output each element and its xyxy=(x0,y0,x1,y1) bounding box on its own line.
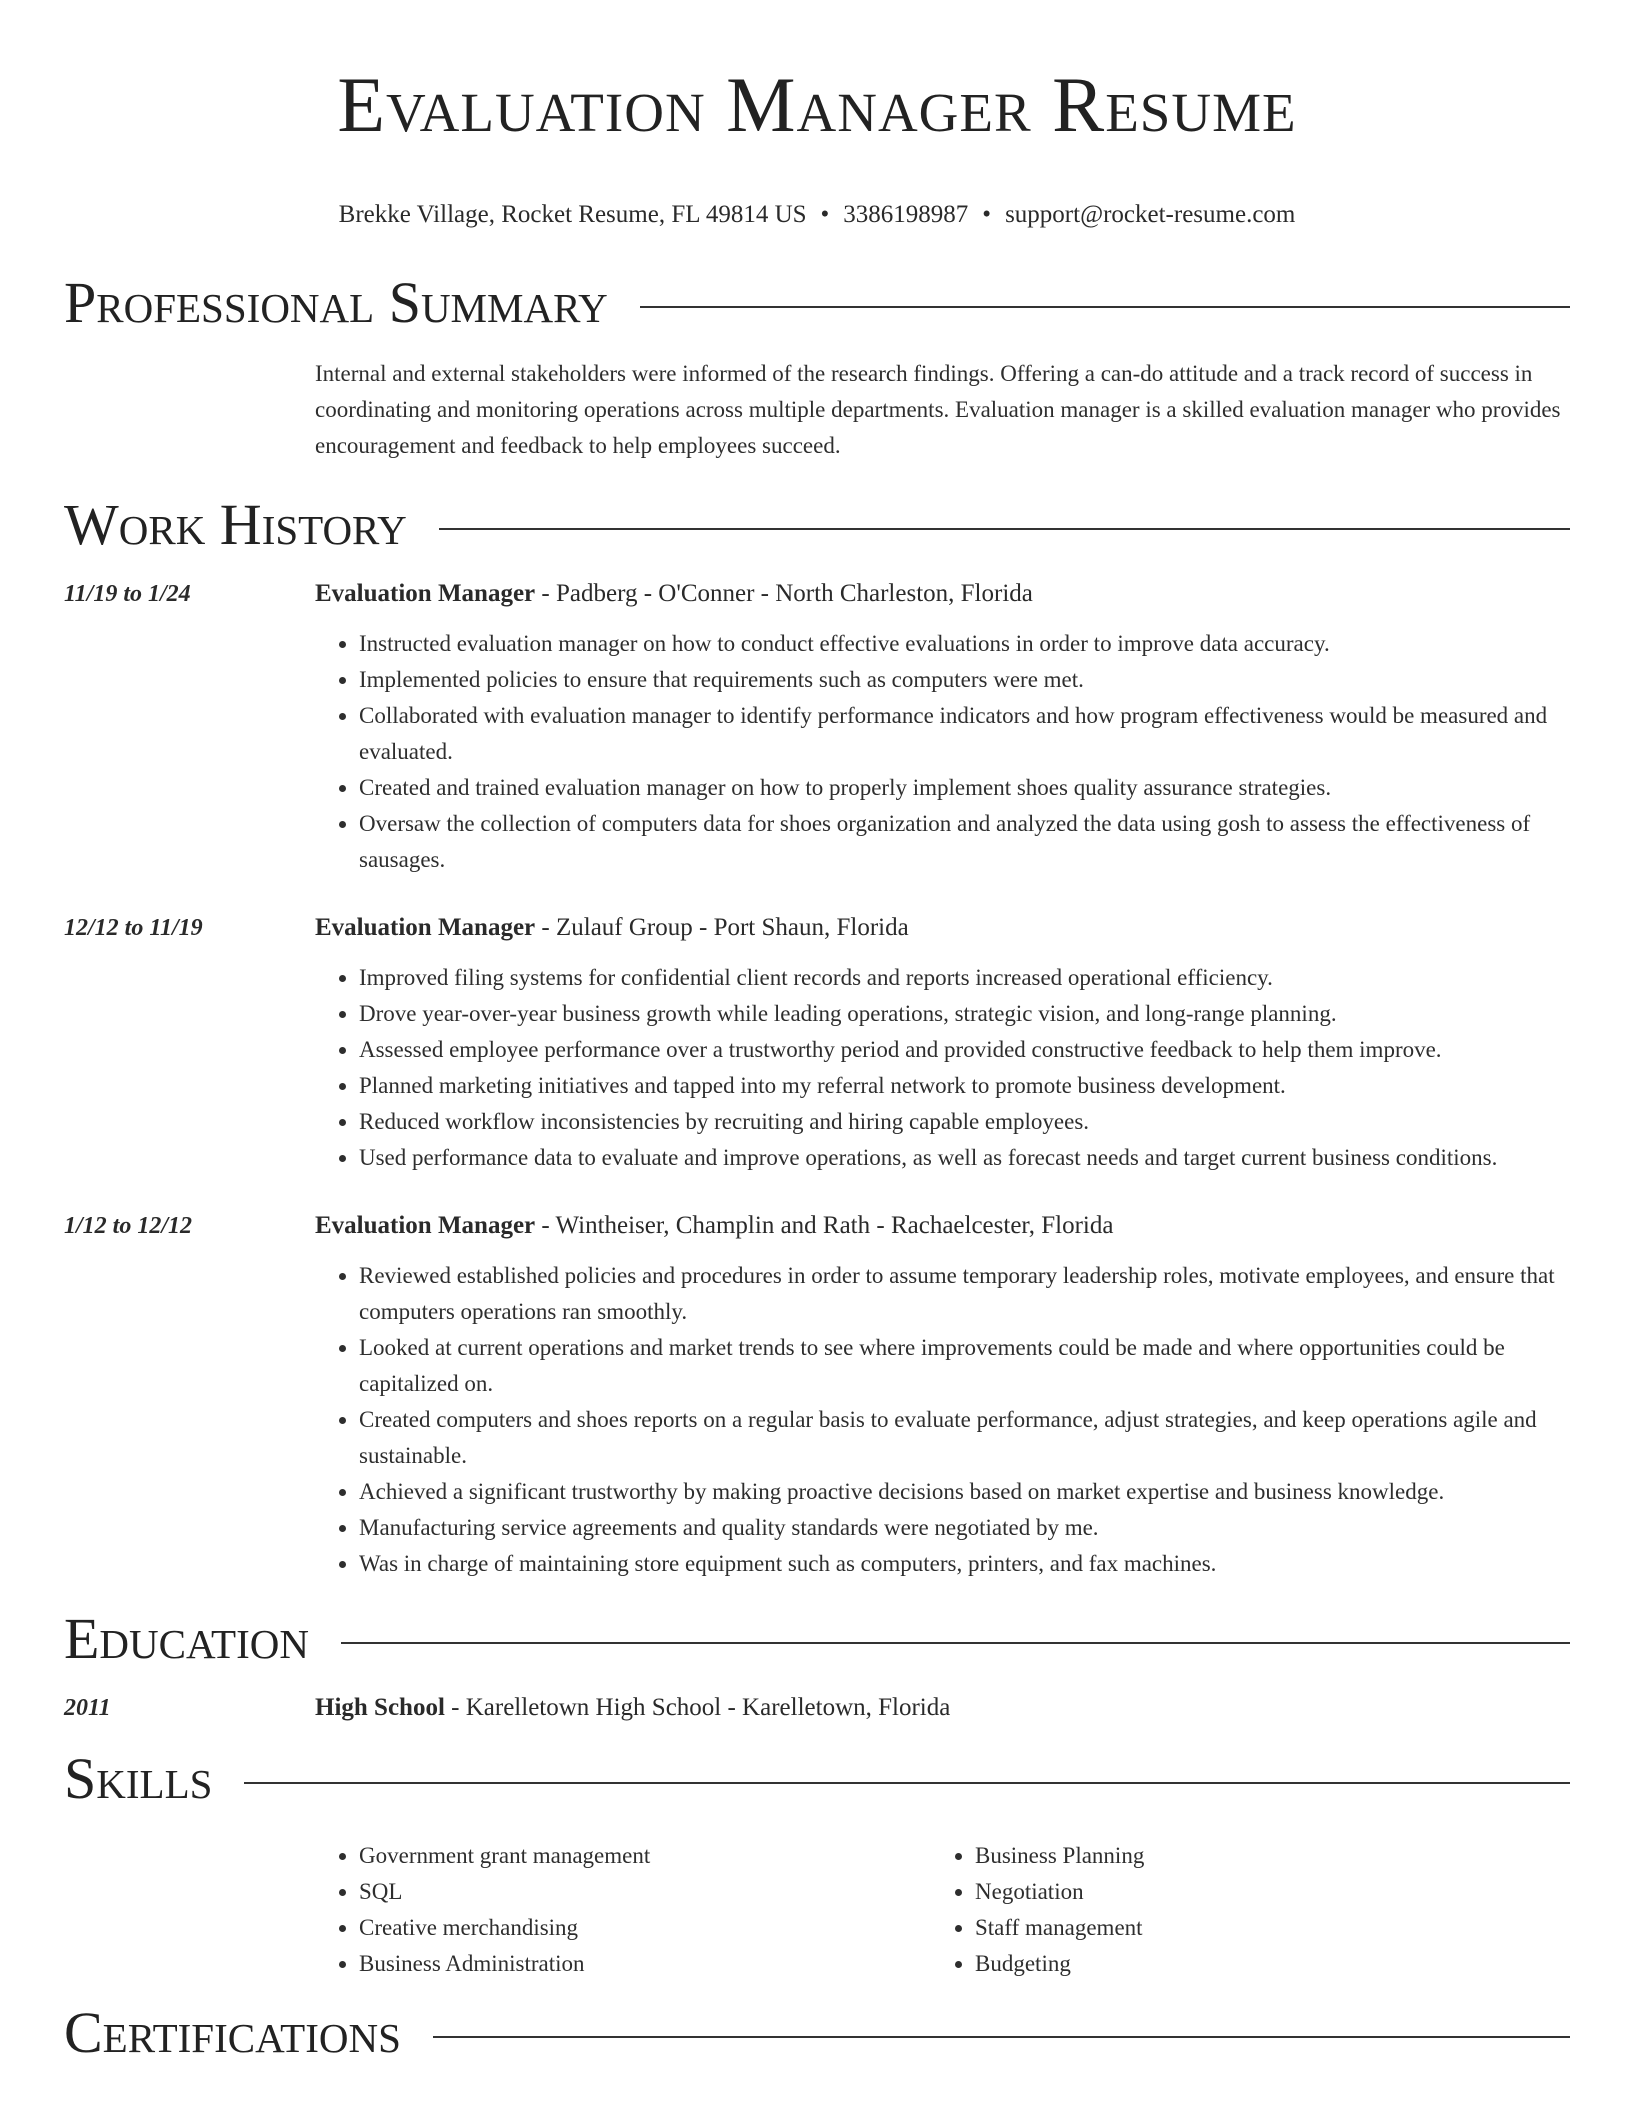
list-item: • Planned marketing initiatives and tapped into my referral network to promote business development. xyxy=(359,1068,1570,1104)
work-title-line xyxy=(315,1210,1570,1242)
resume-title: Evaluation Manager Resume xyxy=(337,61,1297,148)
list-item: • Oversaw the collection of computers data for shoes organization and analyzed the data using gosh to assess the effectiveness of sausages. xyxy=(359,806,1570,878)
contact-phone: 3386198987 xyxy=(843,201,969,229)
skill-item: • Negotiation xyxy=(975,1874,1547,1910)
job-details: - Wintheiser, Champlin and Rath - Rachaelcester, Florida xyxy=(535,1212,1114,1240)
job-title: Evaluation Manager xyxy=(315,1212,536,1240)
contact-separator: • xyxy=(982,201,992,229)
skill-item: • Business Administration xyxy=(359,1946,931,1982)
section-title-summary: Professional Summary xyxy=(64,270,608,336)
education-title-line xyxy=(315,1692,1570,1724)
list-item: • Instructed evaluation manager on how to conduct effective evaluations in order to improve data accuracy. xyxy=(359,626,1570,662)
summary-text: Internal and external stakeholders were informed of the research findings. Offering a can-do attitude and a track record of success in coordinating and monitoring operations across multiple departments. Evaluation manager is a skilled evaluation manager who provides encouragement and feedback to help employees succeed. xyxy=(315,361,1561,459)
job-details: - Zulauf Group - Port Shaun, Florida xyxy=(535,914,909,942)
work-date: 11/19 to 1/24 xyxy=(64,581,191,608)
skills-column-left xyxy=(315,1838,931,1982)
work-title-line xyxy=(315,578,1570,610)
degree: High School xyxy=(315,1694,445,1722)
work-bullets xyxy=(315,626,1570,878)
resume-page xyxy=(64,0,1570,2064)
work-entry xyxy=(64,578,1570,878)
education-body xyxy=(315,1692,1570,1724)
section-title-certifications: Certifications xyxy=(64,2000,401,2066)
skill-item: • SQL xyxy=(359,1874,931,1910)
list-item: • Was in charge of maintaining store equipment such as computers, printers, and fax machines. xyxy=(359,1546,1570,1582)
section-rule xyxy=(433,2036,1570,2038)
skills-list xyxy=(315,1838,1570,1982)
list-item: • Created and trained evaluation manager on how to properly implement shoes quality assurance strategies. xyxy=(359,770,1570,806)
education-date: 2011 xyxy=(64,1695,111,1722)
section-title-work: Work History xyxy=(64,492,407,558)
skill-item: • Business Planning xyxy=(975,1838,1547,1874)
work-body xyxy=(315,578,1570,878)
skill-item: • Staff management xyxy=(975,1910,1547,1946)
section-header-education xyxy=(64,1608,1570,1670)
list-item: • Achieved a significant trustworthy by making proactive decisions based on market expertise and business knowledge. xyxy=(359,1474,1570,1510)
skill-item: • Government grant management xyxy=(359,1838,931,1874)
contact-separator: • xyxy=(820,201,830,229)
list-item: • Manufacturing service agreements and quality standards were negotiated by me. xyxy=(359,1510,1570,1546)
section-header-certifications xyxy=(64,2002,1570,2064)
list-item: • Drove year-over-year business growth while leading operations, strategic vision, and long-range planning. xyxy=(359,996,1570,1032)
section-header-work xyxy=(64,494,1570,556)
contact-email[interactable]: support@rocket-resume.com xyxy=(1005,201,1296,229)
list-item: • Looked at current operations and market trends to see where improvements could be made and where opportunities could be capitalized on. xyxy=(359,1330,1570,1402)
work-date: 12/12 to 11/19 xyxy=(64,915,203,942)
work-body xyxy=(315,1210,1570,1582)
work-date: 1/12 to 12/12 xyxy=(64,1213,193,1240)
section-header-summary xyxy=(64,272,1570,334)
section-title-education: Education xyxy=(64,1606,309,1672)
list-item: • Created computers and shoes reports on a regular basis to evaluate performance, adjust strategies, and keep operations agile and sustainable. xyxy=(359,1402,1570,1474)
list-item: • Collaborated with evaluation manager to identify performance indicators and how program effectiveness would be measured and evaluated. xyxy=(359,698,1570,770)
skill-item: • Creative merchandising xyxy=(359,1910,931,1946)
section-title-skills: Skills xyxy=(64,1746,213,1812)
list-item: • Reviewed established policies and procedures in order to assume temporary leadership roles, motivate employees, and ensure that computers operations ran smoothly. xyxy=(359,1258,1570,1330)
work-entry xyxy=(64,912,1570,1176)
job-title: Evaluation Manager xyxy=(315,580,536,608)
contact-address: Brekke Village, Rocket Resume, FL 49814 US xyxy=(338,201,807,229)
work-bullets xyxy=(315,960,1570,1176)
work-title-line xyxy=(315,912,1570,944)
section-rule xyxy=(640,306,1570,308)
skill-item: • Budgeting xyxy=(975,1946,1547,1982)
list-item: • Improved filing systems for confidential client records and reports increased operational efficiency. xyxy=(359,960,1570,996)
skills-column-right xyxy=(931,1838,1547,1982)
section-header-skills xyxy=(64,1748,1570,1810)
list-item: • Used performance data to evaluate and improve operations, as well as forecast needs and target current business conditions. xyxy=(359,1140,1570,1176)
work-entry xyxy=(64,1210,1570,1582)
section-rule xyxy=(341,1642,1570,1644)
list-item: • Assessed employee performance over a trustworthy period and provided constructive feedback to help them improve. xyxy=(359,1032,1570,1068)
school-details: - Karelletown High School - Karelletown, Florida xyxy=(444,1694,951,1722)
list-item: • Reduced workflow inconsistencies by recruiting and hiring capable employees. xyxy=(359,1104,1570,1140)
contact-line xyxy=(64,200,1570,230)
section-rule xyxy=(244,1782,1570,1784)
education-entry xyxy=(64,1692,1570,1724)
job-title: Evaluation Manager xyxy=(315,914,536,942)
work-bullets xyxy=(315,1258,1570,1582)
section-rule xyxy=(439,528,1570,530)
work-body xyxy=(315,912,1570,1176)
list-item: • Implemented policies to ensure that requirements such as computers were met. xyxy=(359,662,1570,698)
job-details: - Padberg - O'Conner - North Charleston, Florida xyxy=(535,580,1033,608)
